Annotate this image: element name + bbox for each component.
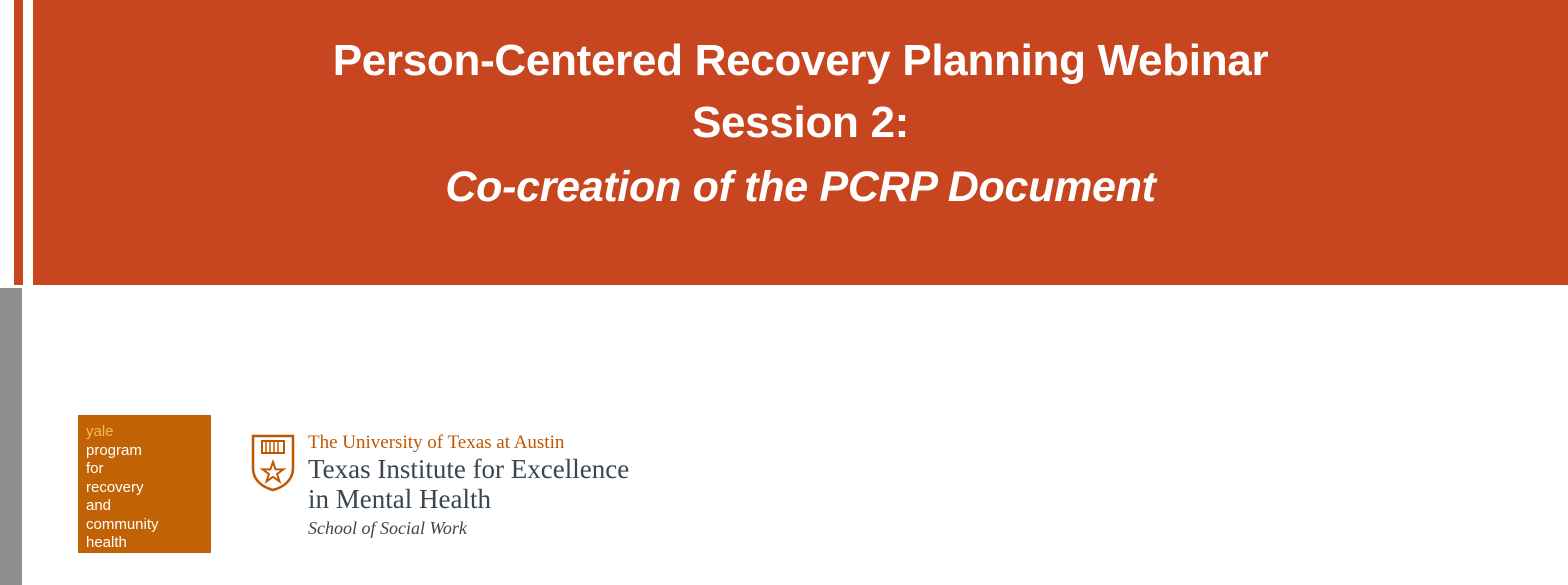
yale-logo-line-2: program bbox=[86, 441, 142, 459]
yale-logo-line-7: health bbox=[86, 534, 127, 551]
slide-title-line-2: Session 2: bbox=[691, 98, 910, 148]
slide-subtitle-line: Co-creation of the PCRP Document bbox=[445, 162, 1156, 211]
yale-logo-line-6: community bbox=[86, 515, 159, 533]
title-banner bbox=[33, 0, 1568, 285]
left-accent-gap bbox=[23, 0, 33, 285]
left-accent-bar-gray bbox=[0, 288, 22, 585]
ut-austin-logo-lockup bbox=[250, 432, 680, 544]
yale-logo-line-4: recovery bbox=[86, 478, 144, 496]
ut-school-line: School of Social Work bbox=[308, 518, 467, 538]
slide-title-line-1: Person-Centered Recovery Planning Webinar bbox=[332, 36, 1269, 85]
left-accent-bar-orange bbox=[14, 0, 23, 285]
ut-institute-line-1: Texas Institute for Excellence bbox=[308, 454, 630, 484]
yale-program-logo bbox=[78, 415, 211, 553]
ut-logo-text bbox=[308, 432, 688, 540]
ut-shield-icon bbox=[250, 434, 296, 492]
yale-logo-line-1: yale bbox=[86, 423, 114, 440]
yale-logo-line-5: and bbox=[86, 497, 112, 514]
yale-logo-line-3: for bbox=[86, 460, 104, 477]
ut-university-line: The University of Texas at Austin bbox=[308, 432, 565, 453]
ut-institute-line-2: in Mental Health bbox=[308, 484, 491, 514]
